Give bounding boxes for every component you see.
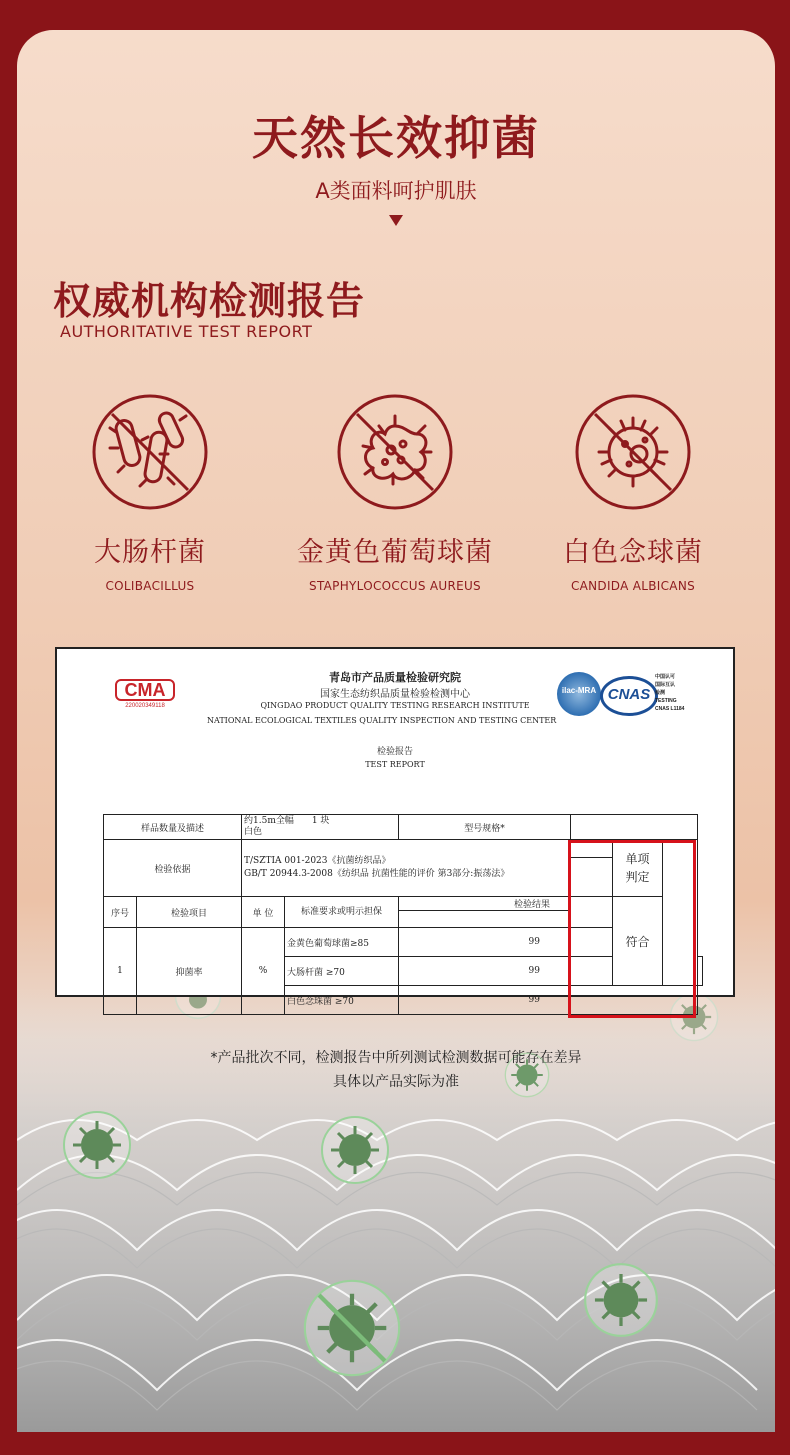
center-name-en: NATIONAL ECOLOGICAL TEXTILES QUALITY INSPECTION AND TESTING CENTER: [207, 716, 557, 725]
down-arrow-icon: [389, 215, 403, 226]
germ-icon: [62, 1110, 132, 1180]
table-row: 1 抑菌率 % 金黄色葡萄球菌≥85 99: [104, 928, 703, 957]
cnas-logo: CNAS: [600, 676, 658, 716]
test-report-document: [55, 647, 735, 1007]
germ-icon: [583, 1262, 659, 1338]
institute-name-cn: 青岛市产品质量检验研究院: [329, 671, 461, 684]
content-card: [17, 30, 775, 1432]
disclaimer-line-2: 具体以产品实际为准: [333, 1074, 459, 1090]
bacteria-name-en: CANDIDA ALBICANS: [570, 579, 696, 593]
bacteria-name-cn: 白色念球菌: [563, 537, 703, 568]
bacteria-name-en: COLIBACILLUS: [105, 579, 195, 593]
candida-icon: [573, 392, 693, 512]
colibacillus-icon: [90, 392, 210, 512]
highlight-box: [568, 840, 696, 1018]
verdict-cell: 符合: [613, 897, 663, 986]
section-title: 权威机构检测报告: [53, 279, 366, 323]
germ-icon: [302, 1278, 402, 1378]
germ-icon: [320, 1115, 390, 1185]
bacteria-colibacillus: [35, 392, 265, 593]
table-row: 样品数量及描述 约1.5m全幅 1 块 白色 型号规格*: [104, 815, 703, 840]
page-title: 天然长效抑菌: [252, 111, 540, 165]
cma-logo: CMA 220020349118: [115, 679, 175, 709]
ilac-mra-logo: ilac-MRA: [557, 672, 601, 716]
table-row: 检验依据 T/SZTIA 001-2023《抗菌纺织品》 GB/T 20944.3-2008《纺织品 抗菌性能的评价 第3部分:振荡法》 单项判定: [104, 840, 703, 858]
bacteria-staphylococcus: [280, 392, 510, 593]
report-title-en: TEST REPORT: [365, 760, 425, 769]
page-subtitle: A类面料呵护肌肤: [315, 179, 477, 203]
cma-number: 220020349118: [125, 703, 165, 709]
judgement-header: 单项判定: [613, 840, 663, 897]
staphylococcus-icon: [335, 392, 455, 512]
bacteria-name-en: STAPHYLOCOCCUS AUREUS: [309, 579, 481, 593]
bacteria-name-cn: 金黄色葡萄球菌: [297, 537, 493, 568]
report-title-cn: 检验报告: [376, 747, 413, 757]
institute-name-en: QINGDAO PRODUCT QUALITY TESTING RESEARCH INSTITUTE: [260, 701, 530, 710]
bacteria-name-cn: 大肠杆菌: [94, 537, 206, 568]
table-row: 白色念珠菌 ≥70 99: [104, 986, 703, 1015]
table-row: 序号 检验项目 单 位 标准要求或明示担保 检验结果 符合: [104, 897, 703, 911]
bacteria-candida: [518, 392, 748, 593]
table-row: 大肠杆菌 ≥70 99: [104, 957, 703, 986]
cnas-caption: 中国认可 国际互认 检测 TESTING CNAS L1184: [655, 674, 685, 712]
section-subtitle: AUTHORITATIVE TEST REPORT: [60, 322, 313, 341]
disclaimer-line-1: *产品批次不同，检测报告中所列测试检测数据可能存在差异: [210, 1050, 582, 1066]
center-name-cn: 国家生态纺织品质量检验检测中心: [320, 689, 470, 700]
